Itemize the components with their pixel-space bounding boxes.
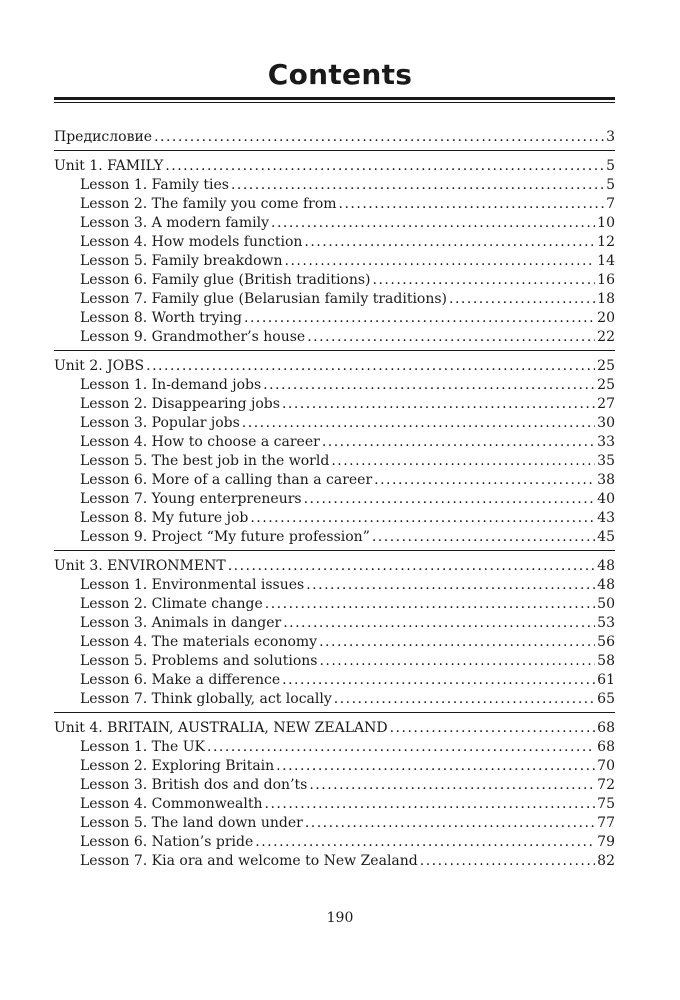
toc-entry-lesson[interactable] [54, 528, 615, 547]
toc-entry-label: Lesson 6. Make a difference [80, 672, 281, 688]
toc-entry-page: 12 [597, 234, 615, 250]
toc-entry-lesson[interactable] [54, 290, 615, 309]
dot-leader [449, 290, 595, 309]
toc-entry-lesson[interactable] [54, 471, 615, 490]
dot-leader [304, 490, 596, 509]
toc-entry-page: 53 [597, 615, 615, 631]
section-divider [54, 550, 615, 551]
toc-entry-page: 25 [597, 358, 615, 374]
toc-entry-lesson[interactable] [54, 652, 615, 671]
toc-entry-label: Lesson 4. How models function [80, 234, 303, 250]
toc-entry-label: Lesson 6. Family glue (British traditions) [80, 272, 371, 288]
dot-leader [242, 414, 595, 433]
units-list [54, 150, 615, 871]
toc-entry-label: Lesson 7. Young enterpreneurs [80, 491, 302, 507]
title-rule-thin [54, 102, 615, 103]
dot-leader [306, 576, 595, 595]
toc-entry-label: Lesson 5. Family breakdown [80, 253, 283, 269]
toc-entry-lesson[interactable] [54, 271, 615, 290]
toc-entry-lesson[interactable] [54, 309, 615, 328]
toc-entry-label: Lesson 1. Family ties [80, 177, 229, 193]
toc-entry-unit[interactable] [54, 557, 615, 576]
dot-leader [319, 633, 595, 652]
dot-leader [374, 471, 595, 490]
table-of-contents [54, 128, 615, 871]
dot-leader [154, 128, 604, 147]
toc-entry-page: 3 [606, 129, 615, 145]
toc-entry-page: 61 [597, 672, 615, 688]
toc-entry-label: Lesson 6. More of a calling than a career [80, 472, 373, 488]
toc-entry-label: Lesson 4. How to choose a career [80, 434, 320, 450]
toc-entry-label: Unit 3. ENVIRONMENT [54, 558, 226, 574]
dot-leader [250, 509, 595, 528]
toc-entry-label: Lesson 4. The materials economy [80, 634, 318, 650]
toc-entry-page: 72 [597, 777, 615, 793]
toc-entry-page: 10 [597, 215, 615, 231]
toc-entry-label: Lesson 9. Grandmother’s house [80, 329, 306, 345]
toc-entry-page: 68 [597, 739, 615, 755]
toc-entry-lesson[interactable] [54, 414, 615, 433]
toc-entry-label: Lesson 5. The best job in the world [80, 453, 330, 469]
toc-entry-page: 16 [597, 272, 615, 288]
toc-entry-lesson[interactable] [54, 757, 615, 776]
toc-entry-page: 43 [597, 510, 615, 526]
dot-leader [334, 690, 595, 709]
toc-entry-lesson[interactable] [54, 214, 615, 233]
toc-entry-unit[interactable] [54, 157, 615, 176]
toc-entry-lesson[interactable] [54, 633, 615, 652]
toc-entry-page: 68 [597, 720, 615, 736]
toc-entry-page: 30 [597, 415, 615, 431]
dot-leader [339, 195, 605, 214]
toc-entry-label: Lesson 9. Project “My future profession” [80, 529, 370, 545]
toc-entry-page: 35 [597, 453, 615, 469]
toc-entry-label: Lesson 1. In-demand jobs [80, 377, 262, 393]
toc-entry-lesson[interactable] [54, 252, 615, 271]
toc-entry-lesson[interactable] [54, 690, 615, 709]
dot-leader [304, 233, 595, 252]
dot-leader [373, 271, 596, 290]
toc-entry-label: Lesson 2. The family you come from [80, 196, 337, 212]
toc-entry-page: 38 [597, 472, 615, 488]
dot-leader [420, 852, 595, 871]
toc-entry-label: Lesson 8. Worth trying [80, 310, 242, 326]
toc-entry-label: Lesson 7. Kia ora and welcome to New Zealand [80, 853, 418, 869]
toc-entry-page: 5 [606, 158, 615, 174]
toc-entry-page: 50 [597, 596, 615, 612]
toc-entry-label: Lesson 5. The land down under [80, 815, 303, 831]
dot-leader [285, 252, 596, 271]
toc-entry-lesson[interactable] [54, 595, 615, 614]
toc-entry-label: Lesson 7. Think globally, act locally [80, 691, 332, 707]
toc-entry-label: Lesson 3. British dos and don’ts [80, 777, 308, 793]
toc-entry-lesson[interactable] [54, 795, 615, 814]
title-rule-thick [54, 97, 615, 100]
toc-entry-lesson[interactable] [54, 452, 615, 471]
toc-entry-label: Lesson 3. Animals in danger [80, 615, 282, 631]
toc-entry-label: Lesson 7. Family glue (Belarusian family traditions) [80, 291, 448, 307]
toc-entry-page: 45 [597, 529, 615, 545]
toc-entry-page: 75 [597, 796, 615, 812]
dot-leader [322, 433, 595, 452]
toc-entry-lesson[interactable] [54, 376, 615, 395]
toc-entry-page: 18 [597, 291, 615, 307]
dot-leader [372, 528, 595, 547]
dot-leader [207, 738, 595, 757]
toc-entry-lesson[interactable] [54, 671, 615, 690]
toc-entry-lesson[interactable] [54, 509, 615, 528]
toc-entry-lesson[interactable] [54, 738, 615, 757]
toc-entry-page: 20 [597, 310, 615, 326]
toc-entry-label: Lesson 3. Popular jobs [80, 415, 240, 431]
toc-entry-label: Lesson 2. Disappearing jobs [80, 396, 280, 412]
toc-entry-lesson[interactable] [54, 395, 615, 414]
toc-entry-preface[interactable] [54, 128, 615, 147]
toc-entry-page: 40 [597, 491, 615, 507]
dot-leader [305, 814, 595, 833]
dot-leader [265, 795, 596, 814]
dot-leader [165, 157, 604, 176]
section-divider [54, 712, 615, 713]
toc-entry-label: Unit 4. BRITAIN, AUSTRALIA, NEW ZEALAND [54, 720, 388, 736]
toc-entry-label: Lesson 6. Nation’s pride [80, 834, 254, 850]
dot-leader [390, 719, 596, 738]
dot-leader [307, 328, 595, 347]
toc-entry-unit[interactable] [54, 719, 615, 738]
dot-leader [282, 395, 595, 414]
toc-entry-lesson[interactable] [54, 233, 615, 252]
dot-leader [282, 671, 595, 690]
toc-entry-page: 82 [597, 853, 615, 869]
dot-leader [255, 833, 595, 852]
section-divider [54, 150, 615, 151]
toc-entry-label: Lesson 1. Environmental issues [80, 577, 305, 593]
dot-leader [231, 176, 604, 195]
toc-entry-page: 22 [597, 329, 615, 345]
toc-entry-unit[interactable] [54, 357, 615, 376]
toc-entry-page: 65 [597, 691, 615, 707]
toc-entry-page: 48 [597, 558, 615, 574]
toc-entry-label: Предисловие [54, 129, 153, 145]
toc-entry-lesson[interactable] [54, 776, 615, 795]
toc-entry-lesson[interactable] [54, 576, 615, 595]
toc-entry-label: Lesson 5. Problems and solutions [80, 653, 318, 669]
toc-entry-lesson[interactable] [54, 433, 615, 452]
dot-leader [283, 614, 595, 633]
toc-entry-label: Lesson 8. My future job [80, 510, 249, 526]
toc-entry-label: Unit 2. JOBS [54, 358, 145, 374]
toc-entry-label: Lesson 4. Commonwealth [80, 796, 263, 812]
toc-entry-lesson[interactable] [54, 852, 615, 871]
toc-entry-page: 70 [597, 758, 615, 774]
toc-entry-page: 14 [597, 253, 615, 269]
toc-entry-lesson[interactable] [54, 814, 615, 833]
dot-leader [309, 776, 595, 795]
dot-leader [265, 595, 595, 614]
dot-leader [263, 376, 595, 395]
toc-entry-page: 27 [597, 396, 615, 412]
dot-leader [228, 557, 595, 576]
dot-leader [271, 214, 595, 233]
toc-entry-lesson[interactable] [54, 328, 615, 347]
toc-entry-page: 33 [597, 434, 615, 450]
toc-entry-page: 7 [606, 196, 615, 212]
toc-entry-label: Lesson 3. A modern family [80, 215, 269, 231]
dot-leader [331, 452, 595, 471]
toc-entry-lesson[interactable] [54, 614, 615, 633]
toc-entry-label: Lesson 1. The UK [80, 739, 206, 755]
dot-leader [244, 309, 595, 328]
page-number: 190 [326, 910, 354, 926]
page-title: Contents [267, 58, 413, 91]
toc-entry-label: Unit 1. FAMILY [54, 158, 164, 174]
dot-leader [276, 757, 595, 776]
toc-entry-page: 56 [597, 634, 615, 650]
toc-entry-page: 25 [597, 377, 615, 393]
toc-entry-page: 58 [597, 653, 615, 669]
section-divider [54, 350, 615, 351]
dot-leader [319, 652, 595, 671]
toc-entry-page: 79 [597, 834, 615, 850]
toc-entry-label: Lesson 2. Climate change [80, 596, 263, 612]
toc-entry-lesson[interactable] [54, 833, 615, 852]
toc-entry-lesson[interactable] [54, 176, 615, 195]
toc-entry-page: 48 [597, 577, 615, 593]
dot-leader [146, 357, 595, 376]
toc-entry-page: 5 [606, 177, 615, 193]
toc-entry-page: 77 [597, 815, 615, 831]
toc-entry-lesson[interactable] [54, 490, 615, 509]
toc-entry-label: Lesson 2. Exploring Britain [80, 758, 275, 774]
toc-entry-lesson[interactable] [54, 195, 615, 214]
